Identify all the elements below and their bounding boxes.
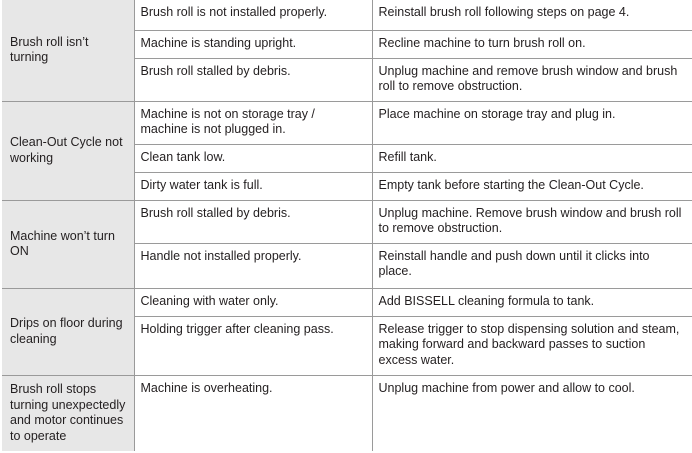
cause-cell: Dirty water tank is full. — [134, 172, 372, 200]
cause-cell: Handle not installed properly. — [134, 243, 372, 288]
troubleshooting-table-body — [2, 0, 692, 451]
problem-cell: Brush roll isn’t turning — [2, 0, 134, 101]
cause-cell: Brush roll stalled by debris. — [134, 58, 372, 101]
cause-cell: Machine is standing upright. — [134, 30, 372, 58]
cause-cell: Machine is overheating. — [134, 375, 372, 451]
cause-cell: Brush roll stalled by debris. — [134, 200, 372, 243]
cause-cell: Cleaning with water only. — [134, 288, 372, 316]
table-row — [2, 0, 692, 30]
table-row — [2, 101, 692, 144]
solution-cell: Empty tank before starting the Clean-Out Cycle. — [372, 172, 692, 200]
solution-cell: Reinstall brush roll following steps on page 4. — [372, 0, 692, 30]
cause-cell: Brush roll is not installed properly. — [134, 0, 372, 30]
problem-cell: Clean-Out Cycle not working — [2, 101, 134, 200]
solution-cell: Unplug machine from power and allow to cool. — [372, 375, 692, 451]
troubleshooting-table — [2, 0, 692, 451]
problem-cell: Drips on floor during cleaning — [2, 288, 134, 375]
table-row — [2, 375, 692, 451]
problem-cell: Brush roll stops turning unexpectedly and motor continues to operate — [2, 375, 134, 451]
cause-cell: Machine is not on storage tray / machine is not plugged in. — [134, 101, 372, 144]
solution-cell: Unplug machine and remove brush window and brush roll to remove obstruction. — [372, 58, 692, 101]
solution-cell: Refill tank. — [372, 144, 692, 172]
solution-cell: Place machine on storage tray and plug in. — [372, 101, 692, 144]
cause-cell: Holding trigger after cleaning pass. — [134, 316, 372, 375]
solution-cell: Add BISSELL cleaning formula to tank. — [372, 288, 692, 316]
solution-cell: Recline machine to turn brush roll on. — [372, 30, 692, 58]
problem-cell: Machine won’t turn ON — [2, 200, 134, 288]
solution-cell: Release trigger to stop dispensing solution and steam, making forward and backward passes to suction excess water. — [372, 316, 692, 375]
solution-cell: Unplug machine. Remove brush window and brush roll to remove obstruction. — [372, 200, 692, 243]
table-row — [2, 200, 692, 243]
solution-cell: Reinstall handle and push down until it clicks into place. — [372, 243, 692, 288]
table-row — [2, 288, 692, 316]
cause-cell: Clean tank low. — [134, 144, 372, 172]
